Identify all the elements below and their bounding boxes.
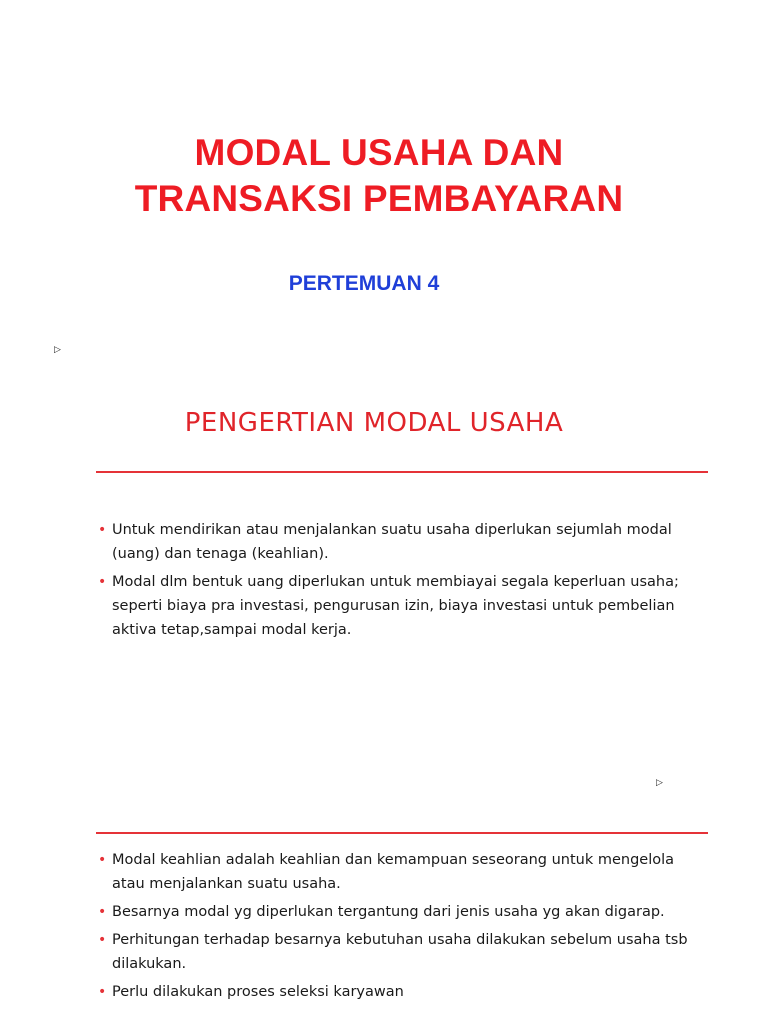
list-item: • Perlu dilakukan proses seleksi karyawan: [96, 980, 706, 1004]
heading-divider: [96, 471, 708, 473]
list-item: • Besarnya modal yg diperlukan tergantung dari jenis usaha yg akan digarap.: [96, 900, 706, 924]
list-item: • Perhitungan terhadap besarnya kebutuhan usaha dilakukan sebelum usaha tsb dilakukan.: [96, 928, 706, 976]
slide-subtitle: PERTEMUAN 4: [288, 272, 440, 295]
section-divider: [96, 832, 708, 834]
title-line-2: TRANSAKSI PEMBAYARAN: [134, 178, 624, 219]
bullet-list-pengertian: [96, 518, 706, 646]
slide-title: [0, 130, 768, 222]
mouse-pointer-icon: ▷: [54, 345, 61, 355]
list-item: • Untuk mendirikan atau menjalankan suatu usaha diperlukan sejumlah modal (uang) dan tenaga (keahlian).: [96, 518, 706, 566]
list-item: • Modal keahlian adalah keahlian dan kemampuan seseorang untuk mengelola atau menjalankan suatu usaha.: [96, 848, 706, 896]
title-line-1: MODAL USAHA DAN: [194, 132, 564, 173]
mouse-pointer-icon: ▷: [656, 778, 663, 788]
section-heading: PENGERTIAN MODAL USAHA: [184, 408, 564, 438]
bullet-list-keahlian: [96, 848, 706, 1008]
list-item: • Modal dlm bentuk uang diperlukan untuk membiayai segala keperluan usaha; seperti biaya pra investasi, pengurusan izin, biaya investasi untuk pembelian aktiva tetap,sampai modal kerja.: [96, 570, 706, 642]
